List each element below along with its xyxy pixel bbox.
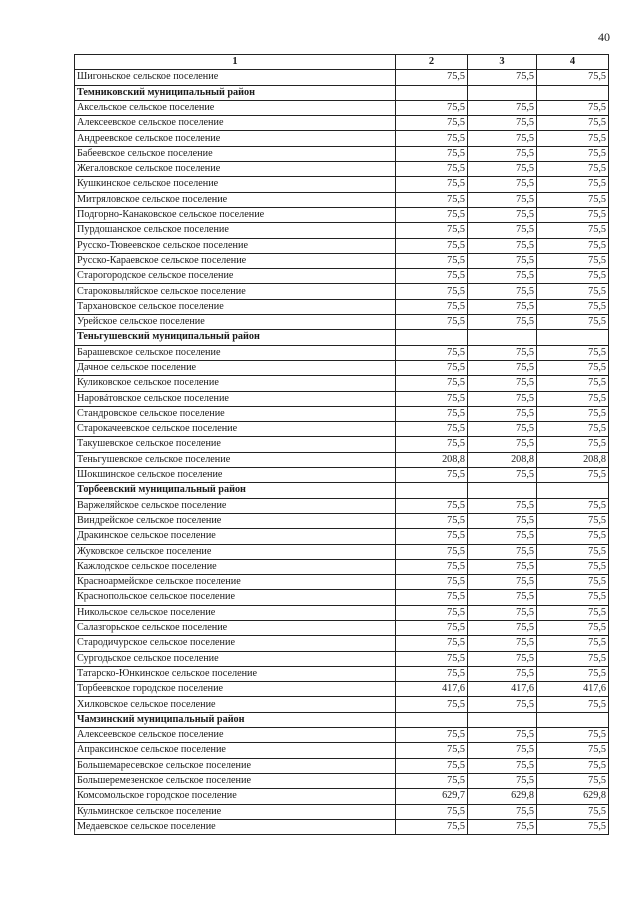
settlement-name-cell: Виндрейское сельское поселение [75, 513, 396, 528]
page-number: 40 [598, 30, 610, 44]
district-name-cell: Темниковский муниципальный район [75, 85, 396, 100]
value-col-3-cell: 75,5 [468, 666, 537, 681]
value-col-3-cell: 75,5 [468, 406, 537, 421]
value-col-4-cell: 75,5 [537, 315, 609, 330]
table-row [75, 498, 609, 513]
value-col-3-cell: 75,5 [468, 345, 537, 360]
table-row [75, 269, 609, 284]
value-col-2-cell: 75,5 [396, 207, 468, 222]
value-col-3-cell: 75,5 [468, 146, 537, 161]
value-col-3-cell: 75,5 [468, 70, 537, 85]
table-row [75, 192, 609, 207]
table-row [75, 116, 609, 131]
column-header-2: 2 [396, 55, 468, 70]
table-row [75, 789, 609, 804]
value-col-2-cell: 75,5 [396, 269, 468, 284]
value-col-3-cell: 75,5 [468, 253, 537, 268]
settlement-name-cell: Тархановское сельское поселение [75, 299, 396, 314]
value-col-3-cell: 75,5 [468, 468, 537, 483]
value-col-2-cell: 75,5 [396, 666, 468, 681]
table-row [75, 544, 609, 559]
value-col-4-cell: 75,5 [537, 804, 609, 819]
table-row [75, 666, 609, 681]
value-col-4-cell: 75,5 [537, 697, 609, 712]
value-col-2-cell: 417,6 [396, 682, 468, 697]
value-col-3-cell: 75,5 [468, 804, 537, 819]
value-col-3-cell: 75,5 [468, 376, 537, 391]
settlement-name-cell: Большемаресевское сельское поселение [75, 758, 396, 773]
table-row [75, 758, 609, 773]
value-col-2-cell: 75,5 [396, 177, 468, 192]
value-col-3-cell: 75,5 [468, 192, 537, 207]
value-col-2-cell: 75,5 [396, 437, 468, 452]
value-col-3-cell: 75,5 [468, 773, 537, 788]
settlement-name-cell: Андреевское сельское поселение [75, 131, 396, 146]
value-col-3-cell: 75,5 [468, 590, 537, 605]
table-row [75, 70, 609, 85]
settlement-name-cell: Кушкинское сельское поселение [75, 177, 396, 192]
table-row [75, 253, 609, 268]
settlement-name-cell: Барашевское сельское поселение [75, 345, 396, 360]
value-col-2-cell [396, 483, 468, 498]
value-col-3-cell: 75,5 [468, 513, 537, 528]
value-col-2-cell [396, 85, 468, 100]
settlement-name-cell: Куликовское сельское поселение [75, 376, 396, 391]
value-col-3-cell: 75,5 [468, 437, 537, 452]
value-col-4-cell [537, 85, 609, 100]
table-body [75, 70, 609, 835]
settlement-name-cell: Алексеевское сельское поселение [75, 728, 396, 743]
value-col-2-cell: 75,5 [396, 620, 468, 635]
table-row [75, 590, 609, 605]
column-header-1: 1 [75, 55, 396, 70]
value-col-3-cell [468, 330, 537, 345]
district-name-cell: Чамзинский муниципальный район [75, 712, 396, 727]
value-col-2-cell: 75,5 [396, 422, 468, 437]
value-col-4-cell: 75,5 [537, 422, 609, 437]
value-col-4-cell: 75,5 [537, 360, 609, 375]
value-col-3-cell: 75,5 [468, 162, 537, 177]
value-col-4-cell: 75,5 [537, 544, 609, 559]
value-col-4-cell: 75,5 [537, 819, 609, 834]
value-col-2-cell: 75,5 [396, 575, 468, 590]
value-col-4-cell: 75,5 [537, 773, 609, 788]
district-header-row [75, 483, 609, 498]
value-col-2-cell: 75,5 [396, 146, 468, 161]
value-col-2-cell: 75,5 [396, 253, 468, 268]
value-col-4-cell [537, 712, 609, 727]
value-col-4-cell: 75,5 [537, 666, 609, 681]
district-header-row [75, 85, 609, 100]
table-header-row [75, 55, 609, 70]
value-col-2-cell: 75,5 [396, 544, 468, 559]
table-row [75, 773, 609, 788]
table-row [75, 406, 609, 421]
table-row [75, 743, 609, 758]
value-col-4-cell: 75,5 [537, 284, 609, 299]
table-row [75, 682, 609, 697]
table-row [75, 223, 609, 238]
value-col-3-cell: 629,8 [468, 789, 537, 804]
table-row [75, 376, 609, 391]
settlement-name-cell: Подгорно-Канаковское сельское поселение [75, 207, 396, 222]
value-col-3-cell: 75,5 [468, 575, 537, 590]
value-col-3-cell: 75,5 [468, 391, 537, 406]
value-col-2-cell: 75,5 [396, 223, 468, 238]
table-row [75, 605, 609, 620]
district-name-cell: Торбеевский муниципальный район [75, 483, 396, 498]
value-col-4-cell: 75,5 [537, 192, 609, 207]
value-col-4-cell: 75,5 [537, 498, 609, 513]
value-col-3-cell: 75,5 [468, 116, 537, 131]
table-row [75, 559, 609, 574]
value-col-3-cell: 75,5 [468, 177, 537, 192]
value-col-2-cell: 75,5 [396, 728, 468, 743]
value-col-4-cell: 75,5 [537, 269, 609, 284]
settlement-name-cell: Русско-Тювеевское сельское поселение [75, 238, 396, 253]
value-col-2-cell [396, 712, 468, 727]
value-col-2-cell: 75,5 [396, 773, 468, 788]
settlement-name-cell: Алексеевское сельское поселение [75, 116, 396, 131]
value-col-3-cell: 417,6 [468, 682, 537, 697]
settlement-name-cell: Наровáтовское сельское поселение [75, 391, 396, 406]
value-col-4-cell: 629,8 [537, 789, 609, 804]
table-row [75, 697, 609, 712]
settlement-name-cell: Торбеевское городское поселение [75, 682, 396, 697]
value-col-2-cell: 75,5 [396, 391, 468, 406]
settlement-name-cell: Старогородское сельское поселение [75, 269, 396, 284]
value-col-4-cell: 75,5 [537, 238, 609, 253]
value-col-4-cell: 75,5 [537, 131, 609, 146]
value-col-4-cell: 75,5 [537, 177, 609, 192]
value-col-3-cell: 75,5 [468, 651, 537, 666]
table-row [75, 177, 609, 192]
settlement-name-cell: Шокшинское сельское поселение [75, 468, 396, 483]
table-row [75, 360, 609, 375]
settlement-name-cell: Кажлодское сельское поселение [75, 559, 396, 574]
settlement-name-cell: Аксельское сельское поселение [75, 100, 396, 115]
value-col-2-cell: 75,5 [396, 743, 468, 758]
value-col-2-cell: 75,5 [396, 192, 468, 207]
table-row [75, 468, 609, 483]
value-col-3-cell: 75,5 [468, 728, 537, 743]
value-col-4-cell: 75,5 [537, 437, 609, 452]
table-row [75, 391, 609, 406]
table-row [75, 620, 609, 635]
value-col-4-cell: 75,5 [537, 299, 609, 314]
settlement-name-cell: Пурдошанское сельское поселение [75, 223, 396, 238]
settlement-name-cell: Медаевское сельское поселение [75, 819, 396, 834]
value-col-2-cell: 75,5 [396, 468, 468, 483]
value-col-3-cell: 75,5 [468, 743, 537, 758]
value-col-4-cell: 75,5 [537, 146, 609, 161]
value-col-3-cell: 75,5 [468, 620, 537, 635]
value-col-2-cell: 75,5 [396, 590, 468, 605]
value-col-2-cell: 75,5 [396, 758, 468, 773]
value-col-4-cell: 75,5 [537, 575, 609, 590]
table-row [75, 299, 609, 314]
settlement-name-cell: Красноармейское сельское поселение [75, 575, 396, 590]
value-col-3-cell: 75,5 [468, 544, 537, 559]
district-header-row [75, 712, 609, 727]
value-col-4-cell: 75,5 [537, 376, 609, 391]
value-col-3-cell: 75,5 [468, 819, 537, 834]
value-col-3-cell: 75,5 [468, 223, 537, 238]
value-col-2-cell: 75,5 [396, 376, 468, 391]
table-row [75, 728, 609, 743]
table-row [75, 207, 609, 222]
settlement-name-cell: Такушевское сельское поселение [75, 437, 396, 452]
value-col-2-cell: 75,5 [396, 100, 468, 115]
value-col-4-cell: 75,5 [537, 406, 609, 421]
table-row [75, 437, 609, 452]
value-col-4-cell: 75,5 [537, 345, 609, 360]
value-col-4-cell: 75,5 [537, 116, 609, 131]
value-col-3-cell: 75,5 [468, 605, 537, 620]
value-col-2-cell: 75,5 [396, 238, 468, 253]
value-col-3-cell: 75,5 [468, 636, 537, 651]
table-row [75, 452, 609, 467]
settlement-name-cell: Жегаловское сельское поселение [75, 162, 396, 177]
value-col-2-cell: 75,5 [396, 162, 468, 177]
value-col-2-cell: 75,5 [396, 116, 468, 131]
value-col-3-cell: 75,5 [468, 315, 537, 330]
value-col-3-cell [468, 483, 537, 498]
settlement-name-cell: Жуковское сельское поселение [75, 544, 396, 559]
table-row [75, 529, 609, 544]
value-col-4-cell: 75,5 [537, 651, 609, 666]
settlement-name-cell: Бабеевское сельское поселение [75, 146, 396, 161]
value-col-4-cell: 75,5 [537, 758, 609, 773]
settlement-name-cell: Урейское сельское поселение [75, 315, 396, 330]
value-col-2-cell: 75,5 [396, 299, 468, 314]
value-col-4-cell: 75,5 [537, 100, 609, 115]
value-col-2-cell: 75,5 [396, 697, 468, 712]
value-col-4-cell: 75,5 [537, 620, 609, 635]
value-col-2-cell: 75,5 [396, 559, 468, 574]
value-col-2-cell: 75,5 [396, 636, 468, 651]
settlement-name-cell: Комсомольское городское поселение [75, 789, 396, 804]
value-col-2-cell: 75,5 [396, 804, 468, 819]
settlement-name-cell: Стародичурское сельское поселение [75, 636, 396, 651]
value-col-2-cell: 75,5 [396, 605, 468, 620]
table-row [75, 636, 609, 651]
table-row [75, 345, 609, 360]
value-col-2-cell: 75,5 [396, 284, 468, 299]
value-col-2-cell [396, 330, 468, 345]
value-col-2-cell: 75,5 [396, 513, 468, 528]
settlement-name-cell: Краснопольское сельское поселение [75, 590, 396, 605]
settlements-table [74, 54, 609, 835]
table-row [75, 513, 609, 528]
value-col-3-cell: 75,5 [468, 529, 537, 544]
value-col-3-cell: 75,5 [468, 498, 537, 513]
table-row [75, 651, 609, 666]
value-col-3-cell: 75,5 [468, 697, 537, 712]
column-header-4: 4 [537, 55, 609, 70]
value-col-3-cell: 75,5 [468, 284, 537, 299]
value-col-4-cell: 75,5 [537, 605, 609, 620]
value-col-4-cell: 75,5 [537, 728, 609, 743]
value-col-4-cell: 75,5 [537, 743, 609, 758]
table-row [75, 575, 609, 590]
value-col-2-cell: 75,5 [396, 345, 468, 360]
table-row [75, 315, 609, 330]
table-row [75, 819, 609, 834]
value-col-3-cell: 75,5 [468, 238, 537, 253]
value-col-3-cell [468, 712, 537, 727]
settlement-name-cell: Хилковское сельское поселение [75, 697, 396, 712]
value-col-4-cell: 75,5 [537, 559, 609, 574]
settlement-name-cell: Митряловское сельское поселение [75, 192, 396, 207]
value-col-3-cell: 208,8 [468, 452, 537, 467]
value-col-3-cell: 75,5 [468, 269, 537, 284]
value-col-2-cell: 208,8 [396, 452, 468, 467]
settlement-name-cell: Староковыляйское сельское поселение [75, 284, 396, 299]
value-col-4-cell: 417,6 [537, 682, 609, 697]
settlement-name-cell: Теньгушевское сельское поселение [75, 452, 396, 467]
value-col-4-cell: 75,5 [537, 636, 609, 651]
value-col-2-cell: 75,5 [396, 819, 468, 834]
settlement-name-cell: Татарско-Юнкинское сельское поселение [75, 666, 396, 681]
value-col-4-cell [537, 330, 609, 345]
value-col-3-cell: 75,5 [468, 131, 537, 146]
value-col-2-cell: 75,5 [396, 315, 468, 330]
settlement-name-cell: Сургодьское сельское поселение [75, 651, 396, 666]
table-row [75, 284, 609, 299]
table-row [75, 146, 609, 161]
settlement-name-cell: Дракинское сельское поселение [75, 529, 396, 544]
settlement-name-cell: Русско-Караевское сельское поселение [75, 253, 396, 268]
value-col-4-cell: 75,5 [537, 207, 609, 222]
value-col-2-cell: 75,5 [396, 406, 468, 421]
value-col-4-cell: 75,5 [537, 468, 609, 483]
district-name-cell: Теньгушевский муниципальный район [75, 330, 396, 345]
settlement-name-cell: Варжеляйское сельское поселение [75, 498, 396, 513]
value-col-4-cell: 75,5 [537, 529, 609, 544]
table-row [75, 100, 609, 115]
value-col-4-cell: 75,5 [537, 590, 609, 605]
settlement-name-cell: Кульминское сельское поселение [75, 804, 396, 819]
value-col-2-cell: 75,5 [396, 529, 468, 544]
value-col-3-cell: 75,5 [468, 758, 537, 773]
settlement-name-cell: Стандровское сельское поселение [75, 406, 396, 421]
value-col-3-cell: 75,5 [468, 207, 537, 222]
table-row [75, 131, 609, 146]
settlement-name-cell: Старокачеевское сельское поселение [75, 422, 396, 437]
value-col-4-cell: 75,5 [537, 162, 609, 177]
settlement-name-cell: Никольское сельское поселение [75, 605, 396, 620]
value-col-2-cell: 75,5 [396, 498, 468, 513]
value-col-2-cell: 75,5 [396, 360, 468, 375]
value-col-3-cell: 75,5 [468, 100, 537, 115]
settlement-name-cell: Большеремезенское сельское поселение [75, 773, 396, 788]
value-col-4-cell: 75,5 [537, 70, 609, 85]
value-col-4-cell: 75,5 [537, 223, 609, 238]
settlement-name-cell: Дачное сельское поселение [75, 360, 396, 375]
value-col-4-cell [537, 483, 609, 498]
value-col-4-cell: 208,8 [537, 452, 609, 467]
value-col-2-cell: 75,5 [396, 651, 468, 666]
value-col-3-cell: 75,5 [468, 299, 537, 314]
value-col-4-cell: 75,5 [537, 513, 609, 528]
settlement-name-cell: Апраксинское сельское поселение [75, 743, 396, 758]
value-col-4-cell: 75,5 [537, 253, 609, 268]
settlement-name-cell: Шигоньское сельское поселение [75, 70, 396, 85]
column-header-3: 3 [468, 55, 537, 70]
value-col-2-cell: 629,7 [396, 789, 468, 804]
value-col-2-cell: 75,5 [396, 131, 468, 146]
value-col-4-cell: 75,5 [537, 391, 609, 406]
value-col-3-cell: 75,5 [468, 360, 537, 375]
table-row [75, 422, 609, 437]
settlement-name-cell: Салазгорьское сельское поселение [75, 620, 396, 635]
district-header-row [75, 330, 609, 345]
table-row [75, 162, 609, 177]
value-col-3-cell [468, 85, 537, 100]
value-col-2-cell: 75,5 [396, 70, 468, 85]
table-row [75, 804, 609, 819]
value-col-3-cell: 75,5 [468, 422, 537, 437]
value-col-3-cell: 75,5 [468, 559, 537, 574]
table-row [75, 238, 609, 253]
